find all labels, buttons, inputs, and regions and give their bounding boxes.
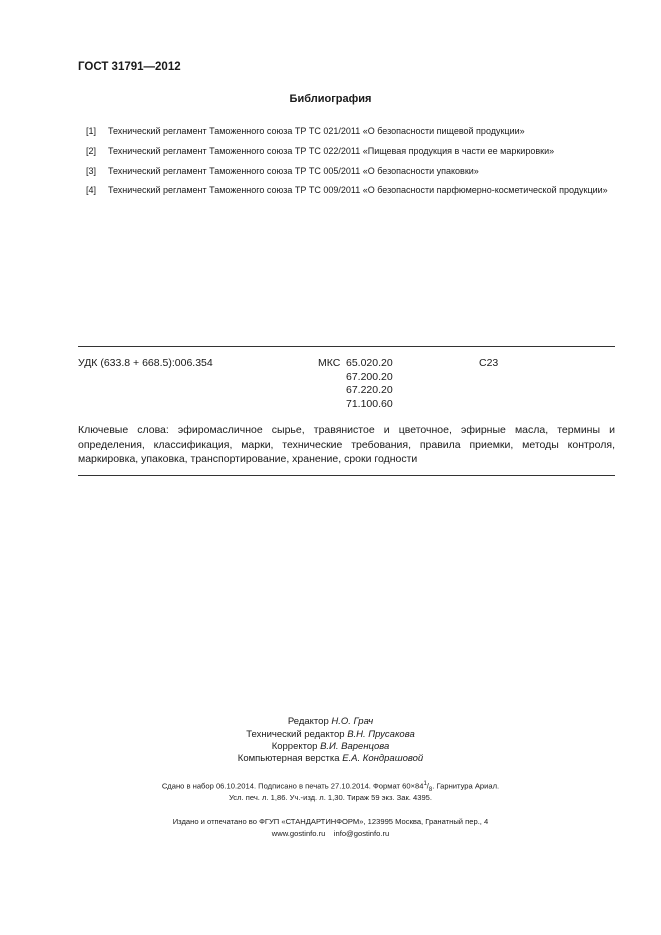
web-links: www.gostinfo.ru info@gostinfo.ru	[271, 829, 390, 838]
staff-corrector	[0, 741, 661, 752]
bibliography-item	[86, 165, 626, 177]
staff-role: Компьютерная верстка	[237, 753, 340, 764]
item-text: Технический регламент Таможенного союза ТР ТС 021/2011 «О безопасности пищевой продукции»	[108, 126, 525, 136]
staff-name: В.Н. Прусакова	[347, 729, 415, 740]
standard-number: ГОСТ 31791—2012	[78, 61, 181, 73]
staff-role: Технический редактор	[246, 729, 345, 740]
bibliography-item	[86, 145, 626, 157]
item-number: [4]	[86, 185, 97, 195]
staff-editor	[0, 716, 661, 727]
keywords: Ключевые слова: эфиромасличное сырье, травянистое и цветочное, эфирные масла, термины и определения, классификация, марки, технические требования, правила приемки, методы контроля, маркировка, упаковка, транспортирование, хранение, сроки годности	[78, 424, 615, 465]
item-text: Технический регламент Таможенного союза ТР ТС 005/2011 «О безопасности упаковки»	[108, 166, 479, 176]
mks-code: 67.220.20	[346, 384, 393, 396]
mks-code: 67.200.20	[346, 370, 393, 383]
mks-label: МКС	[318, 357, 341, 369]
okp-code: С23	[479, 357, 499, 369]
publisher: Издано и отпечатано во ФГУП «СТАНДАРТИНФОРМ», 123995 Москва, Гранатный пер., 4	[172, 817, 489, 826]
bibliography-item	[86, 184, 626, 208]
item-number: [3]	[86, 166, 97, 176]
staff-role: Корректор	[271, 741, 318, 752]
udk-code: УДК (633.8 + 668.5):006.354	[78, 357, 213, 369]
staff-tech-editor	[0, 729, 661, 740]
mks-code: 71.100.60	[346, 397, 393, 410]
divider-bottom	[78, 475, 615, 476]
bibliography-item	[86, 125, 626, 137]
imprint-line-1: Сдано в набор 06.10.2014. Подписано в печать 27.10.2014. Формат $60\times 84^1/_8$. Гарнитура Ариал.	[161, 781, 500, 794]
bibliography-title: Библиография	[289, 93, 372, 105]
staff-name: Е.А. Кондрашовой	[342, 753, 424, 764]
mks-code: 65.020.20	[346, 357, 393, 369]
mks-codes	[346, 357, 393, 411]
staff-role: Редактор	[287, 716, 329, 727]
imprint-line-2: Усл. печ. л. 1,86. Уч.-изд. л. 1,30. Тираж 59 экз. Зак. 4395.	[228, 793, 433, 802]
item-text: Технический регламент Таможенного союза ТР ТС 022/2011 «Пищевая продукция в части ее маркировки»	[108, 146, 555, 156]
staff-name: В.И. Варенцова	[320, 741, 390, 752]
item-text: Технический регламент Таможенного союза ТР ТС 009/2011 «О безопасности парфюмерно-косметической продукции»	[108, 185, 608, 195]
item-number: [2]	[86, 146, 97, 156]
staff-layout	[0, 753, 661, 764]
item-number: [1]	[86, 126, 97, 136]
divider-top	[78, 346, 615, 347]
staff-name: Н.О. Грач	[331, 716, 374, 727]
